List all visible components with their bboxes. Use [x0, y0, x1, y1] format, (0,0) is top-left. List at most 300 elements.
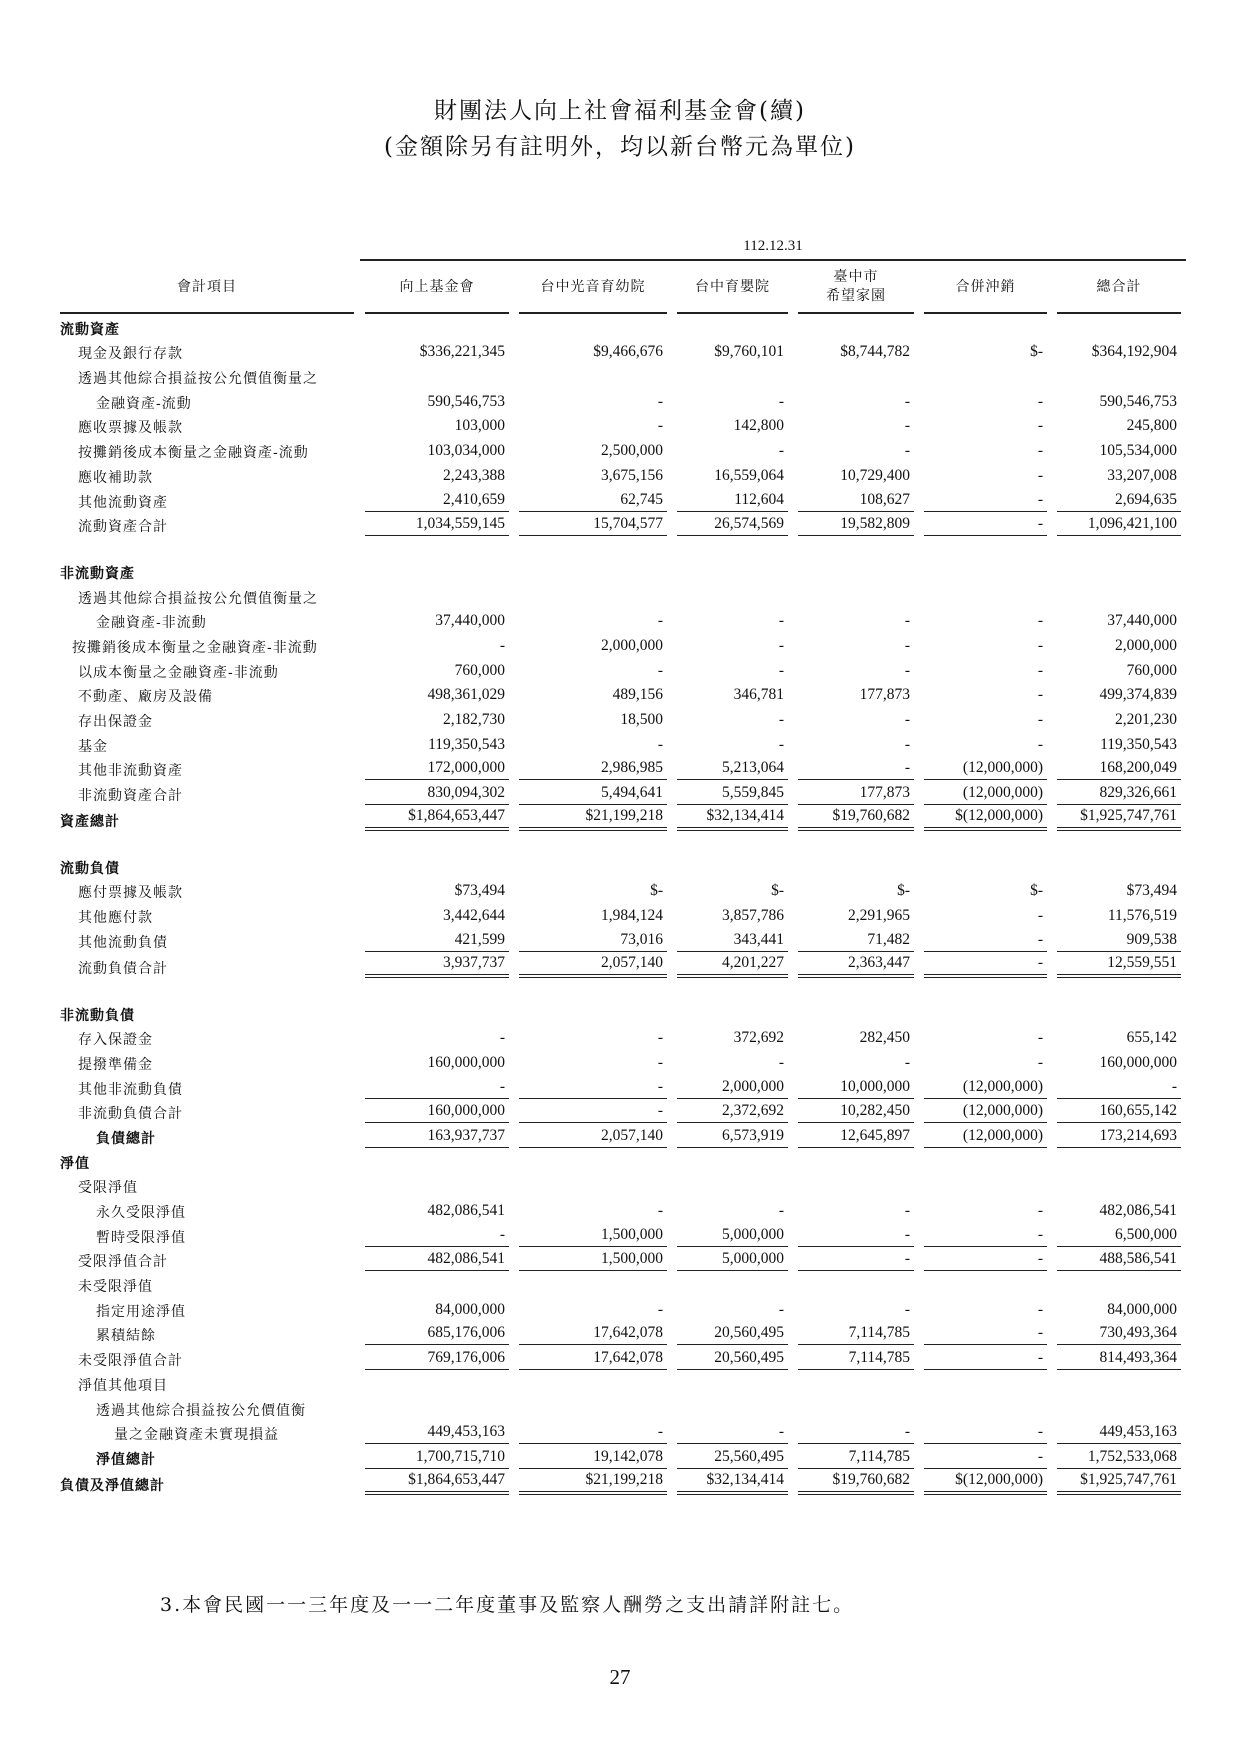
- footnote: 3.本會民國一一三年度及一一二年度董事及監察人酬勞之支出請詳附註七。: [160, 1594, 855, 1616]
- amount-cell: 482,086,541: [1099, 1202, 1177, 1219]
- amount-cell: (12,000,000): [919, 1074, 1052, 1099]
- amount-cell: [360, 1148, 514, 1173]
- amount-cell: $1,864,653,447: [360, 1469, 514, 1495]
- amount-cell: -: [1037, 1029, 1043, 1047]
- amount-cell: 17,642,078: [514, 1345, 672, 1370]
- amount-cell: -: [1037, 1300, 1043, 1318]
- amount-cell: -: [657, 612, 663, 630]
- amount-cell: 2,000,000: [601, 636, 663, 654]
- table-row: [60, 1395, 1186, 1420]
- table-row: [60, 1321, 1186, 1346]
- col-header-total: 總合計: [1052, 262, 1186, 314]
- amount-cell: 71,482: [793, 927, 919, 952]
- amount-cell: [360, 853, 514, 878]
- amount-cell: -: [919, 1222, 1052, 1247]
- amount-cell: 168,200,049: [1052, 756, 1186, 781]
- amount-cell: 15,704,577: [514, 512, 672, 537]
- amount-cell: [793, 853, 919, 878]
- table-row: [60, 1296, 1186, 1321]
- date-rule: [360, 259, 1186, 261]
- amount-cell: [1052, 314, 1186, 339]
- table-row: [60, 1345, 1186, 1370]
- amount-cell: 2,243,388: [443, 466, 505, 484]
- account-label: 指定用途淨值: [96, 1303, 186, 1320]
- section-row: [60, 558, 1186, 583]
- amount-cell: -: [657, 392, 663, 410]
- amount-cell: -: [1037, 636, 1043, 654]
- amount-cell: (12,000,000): [919, 780, 1052, 805]
- amount-cell: 2,057,140: [514, 952, 672, 978]
- table-row: [60, 608, 1186, 633]
- amount-cell: [1052, 1173, 1186, 1198]
- amount-cell: 11,576,519: [1107, 907, 1177, 925]
- amount-cell: -: [672, 1420, 793, 1445]
- table-header-row: [60, 262, 1186, 314]
- amount-cell: [360, 1395, 514, 1420]
- amount-cell: 482,086,541: [427, 1202, 505, 1219]
- amount-cell: [514, 1395, 672, 1420]
- amount-cell: [793, 1148, 919, 1173]
- table-row: [60, 1420, 1186, 1445]
- amount-cell: -: [1037, 686, 1043, 704]
- report-date: 112.12.31: [743, 238, 803, 254]
- amount-cell: -: [778, 1053, 784, 1071]
- amount-cell: 1,034,559,145: [360, 512, 514, 537]
- amount-cell: -: [1037, 661, 1043, 679]
- amount-cell: 5,213,064: [672, 756, 793, 781]
- amount-cell: 173,214,693: [1052, 1123, 1186, 1148]
- amount-cell: $1,925,747,761: [1052, 1469, 1186, 1495]
- amount-cell: 18,500: [620, 711, 663, 728]
- account-label: 金融資產-流動: [96, 395, 192, 412]
- balance-sheet-table: [60, 262, 1186, 1495]
- table-row: [60, 1074, 1186, 1099]
- amount-cell: -: [793, 756, 919, 781]
- statement-title: 財團法人向上社會福利基金會(續): [434, 98, 806, 124]
- account-label: 應付票據及帳款: [78, 885, 183, 902]
- amount-cell: 2,000,000: [672, 1074, 793, 1099]
- amount-cell: 10,000,000: [793, 1074, 919, 1099]
- account-label: 負債總計: [96, 1130, 156, 1147]
- amount-cell: 2,182,730: [443, 711, 505, 728]
- amount-cell: 2,500,000: [601, 442, 663, 460]
- amount-cell: 160,655,142: [1052, 1099, 1186, 1124]
- amount-cell: 1,500,000: [514, 1247, 672, 1272]
- amount-cell: 103,034,000: [427, 442, 505, 460]
- amount-cell: [514, 314, 672, 339]
- amount-cell: 3,937,737: [360, 952, 514, 978]
- amount-cell: -: [904, 1300, 910, 1318]
- account-label: 未受限淨值: [78, 1279, 153, 1296]
- table-row: [60, 682, 1186, 707]
- amount-cell: $-: [1030, 343, 1043, 361]
- spacer-row: [60, 978, 1186, 1000]
- amount-cell: -: [778, 1202, 784, 1219]
- table-row: [60, 512, 1186, 537]
- table-row: [60, 878, 1186, 903]
- amount-cell: -: [1037, 1053, 1043, 1071]
- amount-cell: 103,000: [454, 417, 505, 435]
- account-label: 按攤銷後成本衡量之金融資產-流動: [78, 445, 309, 462]
- amount-cell: [360, 1173, 514, 1198]
- amount-cell: 372,692: [733, 1029, 784, 1047]
- amount-cell: [672, 1148, 793, 1173]
- amount-cell: [360, 1271, 514, 1296]
- amount-cell: [514, 1370, 672, 1395]
- amount-cell: [919, 1148, 1052, 1173]
- amount-cell: -: [1037, 466, 1043, 484]
- amount-cell: -: [919, 1444, 1052, 1469]
- amount-cell: 37,440,000: [435, 612, 505, 630]
- amount-cell: 2,986,985: [514, 756, 672, 781]
- amount-cell: [1052, 363, 1186, 388]
- amount-cell: -: [904, 636, 910, 654]
- amount-cell: $-: [1030, 882, 1043, 900]
- account-label: 受限淨值: [78, 1180, 138, 1197]
- account-label: 受限淨值合計: [78, 1254, 168, 1271]
- amount-cell: 84,000,000: [435, 1300, 505, 1318]
- table-row: [60, 780, 1186, 805]
- amount-cell: [1052, 1271, 1186, 1296]
- col-header-account: 會計項目: [60, 262, 360, 314]
- table-row: [60, 363, 1186, 388]
- section-row: [60, 805, 1186, 831]
- amount-cell: 421,599: [360, 927, 514, 952]
- amount-cell: [1052, 853, 1186, 878]
- amount-cell: $19,760,682: [793, 805, 919, 831]
- account-label: 應收票據及帳款: [78, 420, 183, 437]
- section-row: [60, 1444, 1186, 1469]
- amount-cell: 6,573,919: [672, 1123, 793, 1148]
- amount-cell: -: [904, 392, 910, 410]
- amount-cell: -: [657, 1029, 663, 1047]
- amount-cell: 590,546,753: [1099, 392, 1177, 410]
- amount-cell: [919, 1395, 1052, 1420]
- amount-cell: 17,642,078: [514, 1321, 672, 1346]
- spacer-row: [60, 536, 1186, 558]
- amount-cell: [793, 1370, 919, 1395]
- account-label: 未受限淨值合計: [78, 1353, 183, 1370]
- amount-cell: 16,559,064: [714, 466, 784, 484]
- amount-cell: 814,493,364: [1052, 1345, 1186, 1370]
- amount-cell: 12,645,897: [793, 1123, 919, 1148]
- amount-cell: -: [657, 661, 663, 679]
- amount-cell: [360, 1000, 514, 1025]
- account-label: 以成本衡量之金融資產-非流動: [78, 664, 279, 681]
- account-label: 流動負債: [60, 860, 120, 877]
- amount-cell: -: [514, 1420, 672, 1445]
- amount-cell: 10,282,450: [793, 1099, 919, 1124]
- table-row: [60, 487, 1186, 512]
- amount-cell: [919, 1173, 1052, 1198]
- col-header-elimination: 合併沖銷: [919, 262, 1052, 314]
- table-row: [60, 388, 1186, 413]
- amount-cell: (12,000,000): [919, 1123, 1052, 1148]
- amount-cell: -: [919, 512, 1052, 537]
- amount-cell: [360, 314, 514, 339]
- amount-cell: -: [904, 661, 910, 679]
- amount-cell: 489,156: [612, 686, 663, 704]
- amount-cell: [793, 314, 919, 339]
- amount-cell: 37,440,000: [1107, 612, 1177, 630]
- amount-cell: [360, 558, 514, 583]
- account-label: 不動產、廠房及設備: [78, 689, 213, 706]
- amount-cell: [919, 1370, 1052, 1395]
- amount-cell: [514, 558, 672, 583]
- amount-cell: [514, 1000, 672, 1025]
- table-row: [60, 706, 1186, 731]
- amount-cell: [919, 363, 1052, 388]
- amount-cell: -: [657, 1053, 663, 1071]
- amount-cell: -: [1037, 612, 1043, 630]
- amount-cell: -: [793, 1420, 919, 1445]
- account-label: 流動資產合計: [78, 519, 168, 536]
- amount-cell: [672, 558, 793, 583]
- amount-cell: -: [657, 1300, 663, 1318]
- amount-cell: [360, 363, 514, 388]
- amount-cell: -: [514, 1074, 672, 1099]
- table-row: [60, 583, 1186, 608]
- amount-cell: -: [1037, 907, 1043, 925]
- amount-cell: -: [778, 392, 784, 410]
- amount-cell: -: [919, 1420, 1052, 1445]
- amount-cell: -: [793, 1222, 919, 1247]
- account-label: 按攤銷後成本衡量之金融資產-非流動: [72, 639, 318, 656]
- account-label: 存入保證金: [78, 1032, 153, 1049]
- amount-cell: [919, 558, 1052, 583]
- amount-cell: 2,291,965: [848, 907, 910, 925]
- amount-cell: 5,000,000: [672, 1247, 793, 1272]
- account-label: 透過其他綜合損益按公允價值衡量之: [78, 590, 318, 607]
- table-row: [60, 1049, 1186, 1074]
- account-label: 金融資產-非流動: [96, 615, 207, 632]
- amount-cell: [672, 1000, 793, 1025]
- amount-cell: [672, 1395, 793, 1420]
- amount-cell: -: [904, 735, 910, 753]
- amount-cell: 498,361,029: [427, 686, 505, 704]
- amount-cell: -: [360, 1222, 514, 1247]
- table-row: [60, 1025, 1186, 1050]
- amount-cell: $-: [771, 882, 784, 900]
- table-row: [60, 657, 1186, 682]
- account-label: 淨值其他項目: [78, 1377, 168, 1394]
- amount-cell: -: [657, 417, 663, 435]
- account-label: 淨值: [60, 1155, 90, 1172]
- amount-cell: -: [778, 442, 784, 460]
- amount-cell: -: [514, 1099, 672, 1124]
- amount-cell: [514, 363, 672, 388]
- amount-cell: 25,560,495: [672, 1444, 793, 1469]
- amount-cell: [1052, 1395, 1186, 1420]
- amount-cell: [1052, 583, 1186, 608]
- amount-cell: 685,176,006: [360, 1321, 514, 1346]
- amount-cell: $-: [897, 882, 910, 900]
- amount-cell: 245,800: [1126, 417, 1177, 435]
- amount-cell: (12,000,000): [919, 756, 1052, 781]
- amount-cell: [672, 314, 793, 339]
- amount-cell: 760,000: [1126, 661, 1177, 679]
- account-label: 淨值總計: [96, 1451, 156, 1468]
- amount-cell: 760,000: [454, 661, 505, 679]
- amount-cell: -: [793, 1247, 919, 1272]
- amount-cell: -: [919, 927, 1052, 952]
- amount-cell: -: [919, 1247, 1052, 1272]
- table-row: [60, 1173, 1186, 1198]
- table-row: [60, 413, 1186, 438]
- col-header-guangyin: 台中光音育幼院: [514, 262, 672, 314]
- amount-cell: -: [778, 735, 784, 753]
- amount-cell: $73,494: [1126, 882, 1177, 900]
- amount-cell: 1,700,715,710: [360, 1444, 514, 1469]
- statement-subtitle: (金額除另有註明外，均以新台幣元為單位): [384, 134, 856, 160]
- amount-cell: 488,586,541: [1052, 1247, 1186, 1272]
- amount-cell: 84,000,000: [1107, 1300, 1177, 1318]
- amount-cell: $364,192,904: [1091, 343, 1177, 361]
- amount-cell: 909,538: [1052, 927, 1186, 952]
- table-row: [60, 952, 1186, 978]
- table-row: [60, 1099, 1186, 1124]
- amount-cell: 112,604: [672, 487, 793, 512]
- account-label: 提撥準備金: [78, 1056, 153, 1073]
- table-row: [60, 437, 1186, 462]
- account-label: 基金: [78, 738, 108, 755]
- section-row: [60, 1000, 1186, 1025]
- amount-cell: [793, 1000, 919, 1025]
- amount-cell: 346,781: [733, 686, 784, 704]
- amount-cell: -: [1037, 1202, 1043, 1219]
- amount-cell: 499,374,839: [1099, 686, 1177, 704]
- amount-cell: $21,199,218: [514, 805, 672, 831]
- amount-cell: 177,873: [859, 686, 910, 704]
- amount-cell: -: [1037, 711, 1043, 728]
- amount-cell: 2,201,230: [1115, 711, 1177, 728]
- amount-cell: [360, 1370, 514, 1395]
- amount-cell: 830,094,302: [360, 780, 514, 805]
- amount-cell: [793, 558, 919, 583]
- account-label: 其他流動負債: [78, 934, 168, 951]
- amount-cell: -: [778, 711, 784, 728]
- account-label: 累積結餘: [96, 1328, 156, 1345]
- amount-cell: 769,176,006: [360, 1345, 514, 1370]
- table-row: [60, 632, 1186, 657]
- amount-cell: [514, 1148, 672, 1173]
- amount-cell: 172,000,000: [360, 756, 514, 781]
- amount-cell: 2,363,447: [793, 952, 919, 978]
- amount-cell: 119,350,543: [1100, 735, 1177, 753]
- amount-cell: 3,675,156: [601, 466, 663, 484]
- amount-cell: [919, 314, 1052, 339]
- amount-cell: 33,207,008: [1107, 466, 1177, 484]
- amount-cell: [672, 583, 793, 608]
- amount-cell: 2,057,140: [514, 1123, 672, 1148]
- amount-cell: -: [904, 612, 910, 630]
- account-label: 非流動資產合計: [78, 788, 183, 805]
- amount-cell: 449,453,163: [1052, 1420, 1186, 1445]
- amount-cell: $1,864,653,447: [360, 805, 514, 831]
- account-label: 流動負債合計: [78, 960, 168, 977]
- col-header-xiangshang: 向上基金會: [360, 262, 514, 314]
- amount-cell: 1,096,421,100: [1052, 512, 1186, 537]
- amount-cell: -: [904, 1202, 910, 1219]
- amount-cell: 3,857,786: [722, 907, 784, 925]
- amount-cell: 449,453,163: [360, 1420, 514, 1445]
- amount-cell: -: [778, 636, 784, 654]
- amount-cell: -: [1052, 1074, 1186, 1099]
- amount-cell: 5,000,000: [672, 1222, 793, 1247]
- amount-cell: 108,627: [793, 487, 919, 512]
- table-row: [60, 756, 1186, 781]
- amount-cell: -: [919, 1321, 1052, 1346]
- amount-cell: 343,441: [672, 927, 793, 952]
- col-header-hope-home: 臺中市 希望家園: [793, 262, 919, 314]
- amount-cell: -: [657, 1202, 663, 1219]
- amount-cell: 282,450: [859, 1029, 910, 1047]
- page-number: 27: [609, 1665, 631, 1689]
- account-label: 非流動負債合計: [78, 1106, 183, 1123]
- account-label: 永久受限淨值: [96, 1205, 186, 1221]
- amount-cell: 160,000,000: [427, 1053, 505, 1071]
- amount-cell: 5,559,845: [672, 780, 793, 805]
- amount-cell: -: [499, 1029, 505, 1047]
- amount-cell: [793, 1173, 919, 1198]
- amount-cell: 482,086,541: [360, 1247, 514, 1272]
- spacer-row: [60, 831, 1186, 853]
- amount-cell: $73,494: [454, 882, 505, 900]
- amount-cell: -: [657, 735, 663, 753]
- amount-cell: 2,372,692: [672, 1099, 793, 1124]
- amount-cell: -: [904, 711, 910, 728]
- amount-cell: 1,752,533,068: [1052, 1444, 1186, 1469]
- amount-cell: -: [778, 661, 784, 679]
- account-label: 現金及銀行存款: [78, 346, 183, 363]
- account-label: 量之金融資產未實現損益: [114, 1427, 279, 1444]
- amount-cell: [514, 583, 672, 608]
- section-row: [60, 853, 1186, 878]
- table-row: [60, 731, 1186, 756]
- section-row: [60, 1469, 1186, 1495]
- account-label: 存出保證金: [78, 714, 153, 730]
- amount-cell: 7,114,785: [793, 1444, 919, 1469]
- table-row: [60, 462, 1186, 487]
- amount-cell: [514, 1173, 672, 1198]
- account-label: 應收補助款: [78, 469, 153, 486]
- amount-cell: 142,800: [733, 417, 784, 435]
- amount-cell: -: [1037, 442, 1043, 460]
- amount-cell: 19,142,078: [514, 1444, 672, 1469]
- amount-cell: 1,500,000: [514, 1222, 672, 1247]
- amount-cell: -: [904, 417, 910, 435]
- account-label: 流動資產: [60, 321, 120, 338]
- amount-cell: 12,559,551: [1052, 952, 1186, 978]
- amount-cell: [672, 1271, 793, 1296]
- amount-cell: -: [1037, 417, 1043, 435]
- amount-cell: 19,582,809: [793, 512, 919, 537]
- amount-cell: $(12,000,000): [919, 1469, 1052, 1495]
- table-row: [60, 1247, 1186, 1272]
- amount-cell: 73,016: [514, 927, 672, 952]
- amount-cell: -: [1037, 392, 1043, 410]
- amount-cell: -: [499, 636, 505, 654]
- amount-cell: 20,560,495: [672, 1321, 793, 1346]
- amount-cell: -: [904, 442, 910, 460]
- amount-cell: $336,221,345: [419, 343, 505, 361]
- amount-cell: $32,134,414: [672, 1469, 793, 1495]
- table-row: [60, 1197, 1186, 1222]
- amount-cell: $-: [650, 882, 663, 900]
- amount-cell: 2,694,635: [1052, 487, 1186, 512]
- amount-cell: 5,494,641: [514, 780, 672, 805]
- amount-cell: $8,744,782: [840, 343, 910, 361]
